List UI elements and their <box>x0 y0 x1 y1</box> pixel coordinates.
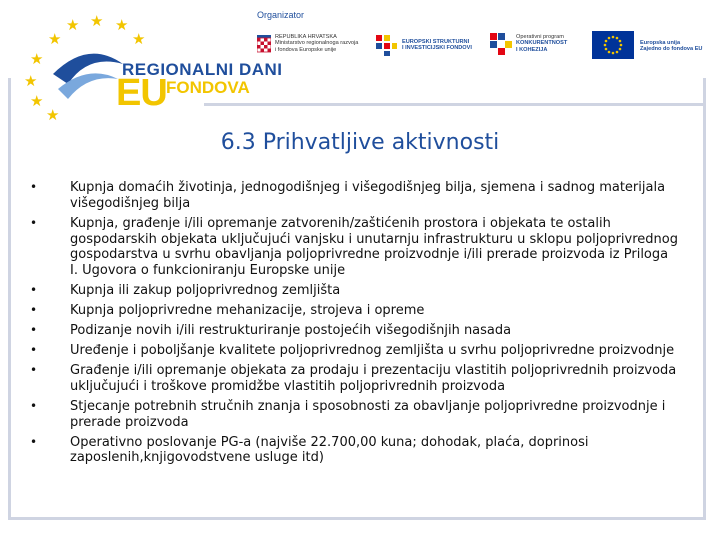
list-item: • Građenje i/ili opremanje objekata za prodaju i prezentaciju vlastitih poljoprivrednih proizvoda uključujući i troškove promidžbe vlastitih poljoprivrednih proizvoda <box>30 363 680 395</box>
partner-line: Europska unija <box>640 40 681 46</box>
list-item: • Stjecanje potrebnih stručnih znanja i sposobnosti za obavljanje poljoprivredne proizvodnje i prerade proizvoda <box>30 399 680 431</box>
logo-eu: EU <box>116 72 167 114</box>
star-icon: ★ <box>30 93 44 110</box>
partner-ministry-text <box>275 34 358 53</box>
list-item: • Uređenje i poboljšanje kvalitete poljoprivrednog zemljišta u svrhu poljoprivredne proizvodnje <box>30 343 680 359</box>
eu-flag-icon <box>592 31 634 59</box>
page-title: 6.3 Prihvatljive aktivnosti <box>220 130 500 155</box>
partner-line: Operativni program <box>516 34 564 40</box>
partner-line: Ministarstvo regionalnoga razvoja <box>275 40 359 47</box>
partner-eu-text <box>640 40 702 53</box>
list-item: • Kupnja ili zakup poljoprivrednog zemljišta <box>30 283 680 299</box>
star-icon: ★ <box>66 17 80 34</box>
partner-line: EUROPSKI STRUKTURNI <box>402 39 470 45</box>
logo-regionalni-dani: REGIONALNI DANI <box>122 60 283 79</box>
organizer-label: Organizator <box>257 10 305 20</box>
star-icon: ★ <box>24 73 38 90</box>
frame-top-line <box>204 103 706 106</box>
list-item: • Operativno poslovanje PG-a (najviše 22.700,00 kuna; dohodak, plaća, doprinosi zaposlenih,knjigovodstvene usluge itd) <box>30 435 680 467</box>
star-icon: ★ <box>115 17 129 34</box>
list-item: • Podizanje novih i/ili restrukturiranje postojećih višegodišnjih nasada <box>30 323 680 339</box>
opkk-logo-icon <box>490 33 512 55</box>
partner-esif <box>374 31 482 63</box>
partner-line: KONKURENTNOST <box>516 40 568 47</box>
logo-fondova: FONDOVA <box>166 78 250 97</box>
star-icon: ★ <box>132 31 146 48</box>
partner-line: REPUBLIKA HRVATSKA <box>275 34 337 40</box>
list-item: • Kupnja domaćih životinja, jednogodišnjeg i višegodišnjeg bilja, sjemena i sadnog materijala višegodišnjeg bilja <box>30 180 680 212</box>
star-icon: ★ <box>46 107 60 124</box>
star-icon: ★ <box>90 13 104 30</box>
activities-list <box>30 180 680 470</box>
partner-opkk <box>490 31 586 63</box>
partner-line: i fondova Europske unije <box>275 46 337 53</box>
partner-line: I KOHEZIJA <box>516 46 548 53</box>
partner-line: I INVESTICIJSKI FONDOVI <box>402 45 472 52</box>
partner-esif-text <box>402 39 472 52</box>
partner-opkk-text <box>516 34 567 53</box>
eu-stars-icon <box>592 31 634 59</box>
star-icon: ★ <box>48 31 62 48</box>
list-item: • Kupnja poljoprivredne mehanizacije, strojeva i opreme <box>30 303 680 319</box>
esif-logo-icon <box>374 33 398 57</box>
croatia-coat-of-arms-icon <box>257 35 271 55</box>
list-item: • Kupnja, građenje i/ili opremanje zatvorenih/zaštićenih prostora i objekata te ostalih gospodarskih objekata uključujući vanjsku i unutarnju infrastrukturu u sklopu poljoprivrednog gospodarstva u svrhu obavljanja poljoprivredne proizvodnje i/ili prerade proizvoda iz Priloga I. Ugovora o funkcioniranju Europske unije <box>30 216 680 279</box>
partner-line: Zajedno do fondova EU <box>640 46 703 53</box>
star-icon: ★ <box>30 51 44 68</box>
partner-ministry <box>257 31 367 63</box>
